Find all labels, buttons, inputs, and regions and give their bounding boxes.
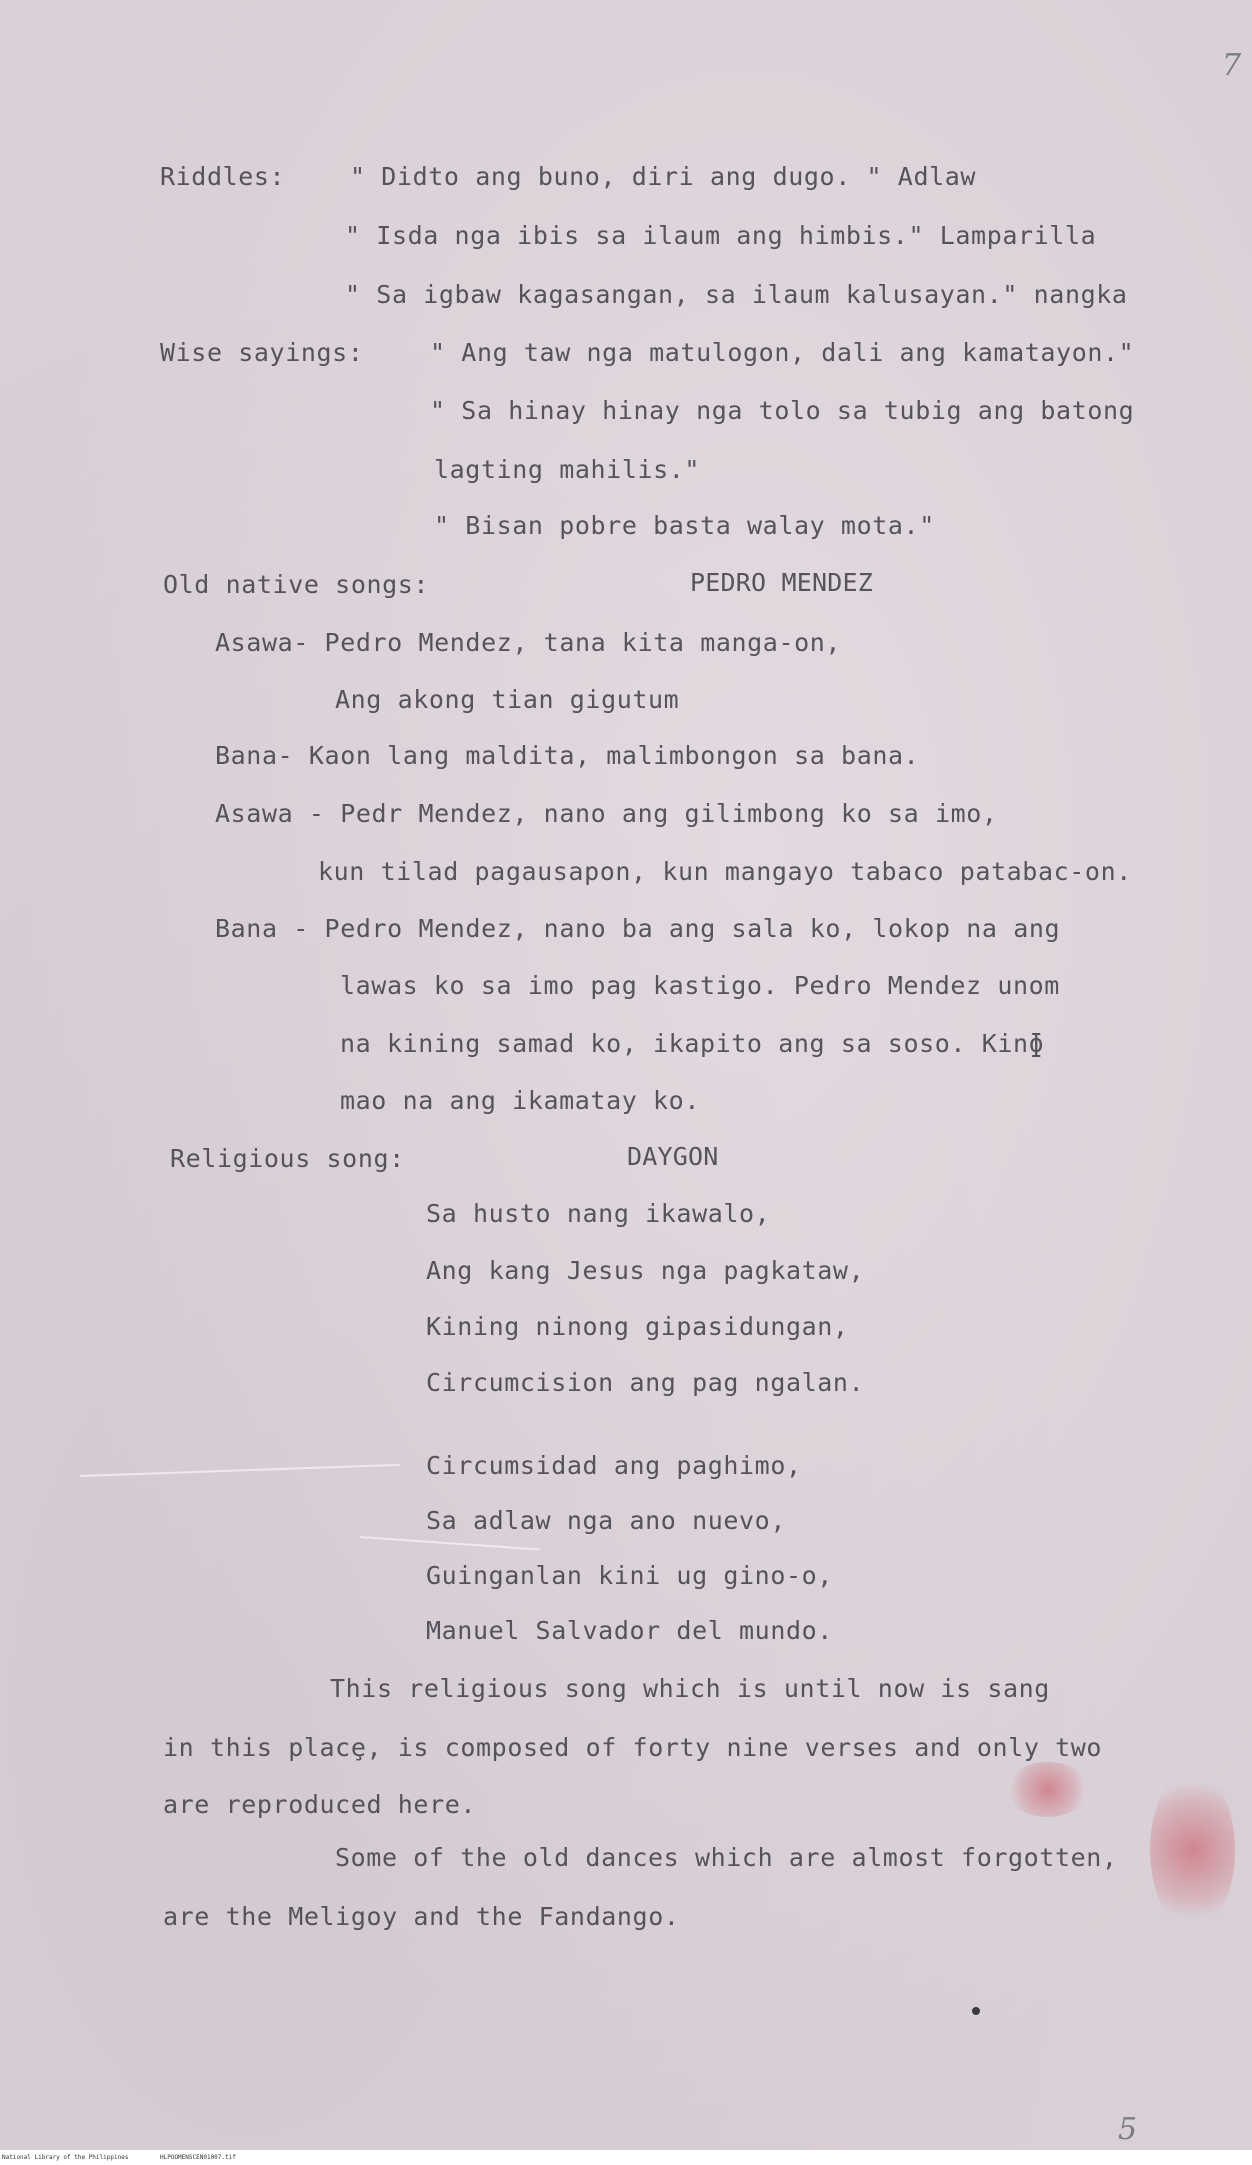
page-mark-bottom: 5 — [1118, 2112, 1138, 2147]
scan-footer — [0, 2150, 1252, 2165]
song-line: Ang akong tian gigutum — [335, 685, 680, 714]
paragraph-line: This religious song which is until now is sang — [330, 1674, 1050, 1703]
paragraph-line: in this placȩ, is composed of forty nine verses and only two — [163, 1733, 1103, 1762]
verse-line: Sa adlaw nga ano nuevo, — [426, 1506, 786, 1535]
wise-saying-line-4: " Bisan pobre basta walay mota." — [434, 511, 935, 540]
paper-crease — [360, 1536, 540, 1551]
paragraph-line: Some of the old dances which are almost forgotten, — [335, 1843, 1118, 1872]
paragraph-line: are the Meligoy and the Fandango. — [163, 1902, 680, 1931]
verse-line: Kining ninong gipasidungan, — [426, 1312, 849, 1341]
song-line: kun tilad pagausapon, kun mangayo tabaco patabac-on. — [318, 857, 1132, 886]
song-title-daygon: DAYGON — [627, 1142, 719, 1171]
red-stain — [1005, 1762, 1090, 1817]
verse-line: Manuel Salvador del mundo. — [426, 1616, 833, 1645]
native-songs-label: Old native songs: — [163, 570, 430, 599]
song-title-pedro-mendez: PEDRO MENDEZ — [690, 568, 874, 597]
verse-line: Circumcision ang pag ngalan. — [426, 1368, 865, 1397]
riddle-line-3: " Sa igbaw kagasangan, sa ilaum kalusayan." nangka — [345, 280, 1128, 309]
song-line: Bana- Kaon lang maldita, malimbongon sa bana. — [215, 741, 920, 770]
verse-line: Sa husto nang ikawalo, — [426, 1199, 771, 1228]
riddles-label: Riddles: — [160, 162, 286, 191]
paragraph-line: are reproduced here. — [163, 1790, 477, 1819]
song-line: lawas ko sa imo pag kastigo. Pedro Mendez unom — [340, 971, 1060, 1000]
verse-line: Guinganlan kini ug gino-o, — [426, 1561, 833, 1590]
wise-sayings-label: Wise sayings: — [160, 338, 364, 367]
song-line: mao na ang ikamatay ko. — [340, 1086, 700, 1115]
riddle-line-2: " Isda nga ibis sa ilaum ang himbis." Lamparilla — [345, 221, 1097, 250]
paper-crease — [80, 1464, 400, 1477]
wise-saying-line-3: lagting mahilis." — [434, 455, 701, 484]
song-line: Bana - Pedro Mendez, nano ba ang sala ko, lokop na ang — [215, 914, 1061, 943]
verse-line: Circumsidad ang paghimo, — [426, 1451, 802, 1480]
song-line: na kining samad ko, ikapito ang sa soso. Kinɸ — [340, 1029, 1045, 1058]
footer-source: National Library of the Philippines — [2, 2154, 129, 2161]
footer-filename: HLPOOMENSCEN01007.tif — [160, 2154, 236, 2161]
riddle-line-1: " Didto ang buno, diri ang dugo. " Adlaw — [350, 162, 977, 191]
song-line: Asawa - Pedr Mendez, nano ang gilimbong ko sa imo, — [215, 799, 998, 828]
page-mark-top: 7 — [1222, 48, 1242, 83]
song-line: Asawa- Pedro Mendez, tana kita manga-on, — [215, 628, 842, 657]
religious-song-label: Religious song: — [170, 1144, 405, 1173]
ink-dot — [972, 2007, 980, 2015]
red-stain — [1150, 1770, 1235, 1930]
wise-saying-line-1: " Ang taw nga matulogon, dali ang kamatayon." — [430, 338, 1135, 367]
verse-line: Ang kang Jesus nga pagkataw, — [426, 1256, 865, 1285]
wise-saying-line-2: " Sa hinay hinay nga tolo sa tubig ang batong — [430, 396, 1135, 425]
